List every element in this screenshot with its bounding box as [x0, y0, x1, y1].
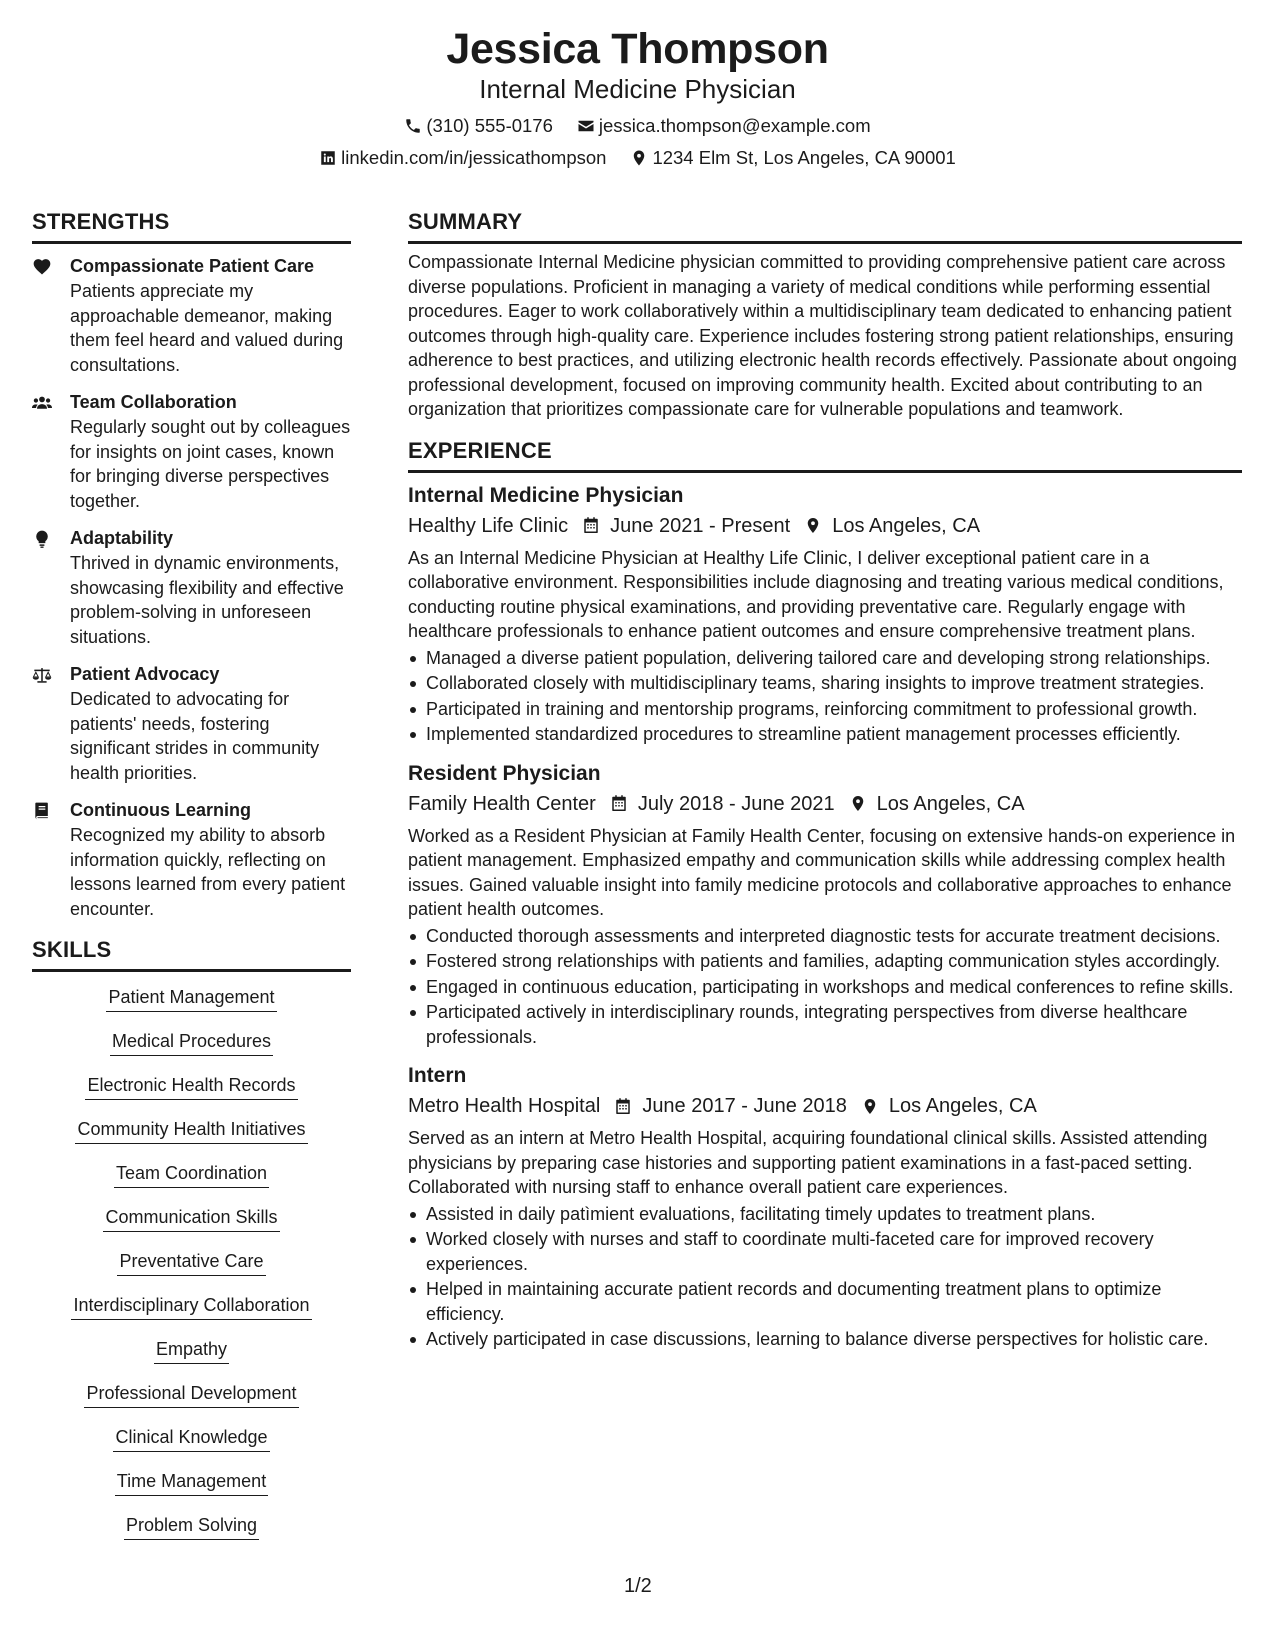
contact-row-secondary	[0, 144, 1275, 172]
scale-icon	[32, 665, 52, 685]
right-column	[408, 207, 1242, 1353]
left-column	[32, 207, 351, 1556]
map-pin-icon	[861, 1097, 879, 1116]
job-meta	[408, 511, 1242, 541]
resume-header	[0, 22, 1275, 172]
job-location: Los Angeles, CA	[832, 514, 981, 537]
job-entry	[408, 1061, 1242, 1352]
map-pin-icon	[849, 794, 867, 813]
email-contact[interactable]	[577, 112, 871, 140]
linkedin-link[interactable]: linkedin.com/in/jessicathompson	[341, 147, 607, 168]
job-company: Family Health Center	[408, 792, 596, 815]
skill-tag: Preventative Care	[117, 1248, 265, 1276]
strength-title: Compassionate Patient Care	[70, 256, 315, 276]
job-bullets	[408, 646, 1242, 747]
strength-item	[32, 798, 351, 921]
experience-heading: EXPERIENCE	[408, 436, 1242, 473]
strength-description: Dedicated to advocating for patients' needs, fostering significant strides in community health priorities.	[70, 689, 320, 783]
job-title: Intern	[408, 1064, 467, 1087]
strength-item	[32, 526, 351, 649]
skill-tag: Interdisciplinary Collaboration	[71, 1292, 311, 1320]
skill-tag: Clinical Knowledge	[113, 1424, 269, 1452]
phone-text: (310) 555-0176	[426, 115, 553, 136]
bullet-item: Implemented standardized procedures to streamline patient management processes efficiently.	[408, 722, 1242, 747]
bullet-item: Actively participated in case discussions, learning to balance diverse perspectives for holistic care.	[408, 1327, 1242, 1352]
bullet-item: Helped in maintaining accurate patient records and documenting treatment plans to optimize efficiency.	[408, 1277, 1242, 1326]
job-bullets	[408, 1202, 1242, 1352]
summary-text: Compassionate Internal Medicine physician committed to providing comprehensive patient care across diverse populations. Proficient in managing a variety of medical conditions while performing essential procedures. Eager to work collaboratively within a multidisciplinary team dedicated to enhancing patient outcomes through high-quality care. Experience includes fostering strong patient relationships, ensuring adherence to best practices, and utilizing electronic health records effectively. Passionate about ongoing professional development, focused on improving community health. Excited about contributing to an organization that prioritizes compassionate care for vulnerable populations and teamwork.	[408, 252, 1237, 419]
job-meta	[408, 1091, 1242, 1121]
bullet-item: Fostered strong relationships with patients and families, adapting communication styles accordingly.	[408, 949, 1242, 974]
map-pin-icon	[630, 149, 648, 167]
bullet-item: Participated in training and mentorship programs, reinforcing commitment to professional growth.	[408, 697, 1242, 722]
strengths-list	[32, 254, 351, 921]
strength-description: Recognized my ability to absorb information quickly, reflecting on lessons learned from every patient encounter.	[70, 825, 346, 919]
calendar-icon	[610, 794, 628, 813]
address-text: 1234 Elm St, Los Angeles, CA 90001	[652, 147, 956, 168]
strength-item	[32, 390, 351, 513]
job-bullets	[408, 924, 1242, 1050]
page-number: 1/2	[624, 1575, 652, 1597]
bullet-item: Engaged in continuous education, participating in workshops and medical conferences to refine skills.	[408, 975, 1242, 1000]
skill-tag: Patient Management	[106, 984, 276, 1012]
strengths-heading: STRENGTHS	[32, 207, 351, 244]
job-dates: June 2021 - Present	[610, 514, 791, 537]
bullet-item: Worked closely with nurses and staff to coordinate multi-faceted care for improved recovery experiences.	[408, 1227, 1242, 1276]
job-dates: June 2017 - June 2018	[642, 1095, 847, 1117]
summary-heading: SUMMARY	[408, 207, 1242, 244]
linkedin-contact[interactable]	[319, 144, 606, 172]
strength-description: Thrived in dynamic environments, showcasing flexibility and effective problem-solving in unforeseen situations.	[70, 553, 344, 647]
skill-tag: Communication Skills	[103, 1204, 279, 1232]
bullet-item: Conducted thorough assessments and interpreted diagnostic tests for accurate treatment decisions.	[408, 924, 1242, 949]
skills-heading: SKILLS	[32, 935, 351, 972]
strength-title: Team Collaboration	[70, 392, 237, 412]
candidate-role: Internal Medicine Physician	[479, 74, 796, 104]
contact-row-primary	[0, 112, 1275, 140]
bullet-item: Collaborated closely with multidisciplinary teams, sharing insights to improve treatment strategies.	[408, 671, 1242, 696]
phone-contact	[404, 112, 553, 140]
lightbulb-icon	[32, 529, 52, 549]
skill-tag: Professional Development	[84, 1380, 298, 1408]
bullet-item: Managed a diverse patient population, delivering tailored care and developing strong relationships.	[408, 646, 1242, 671]
calendar-icon	[582, 516, 600, 535]
skill-tag: Empathy	[154, 1336, 229, 1364]
job-description: Worked as a Resident Physician at Family Health Center, focusing on extensive hands-on experience in patient management. Emphasized empathy and communication skills while addressing complex health issues. Gained valuable insight into family medicine protocols and collaborative approaches to enhance patient health outcomes.	[408, 825, 1236, 919]
bullet-item: Assisted in daily patìmient evaluations, facilitating timely updates to treatment plans.	[408, 1202, 1242, 1227]
linkedin-icon	[319, 149, 337, 167]
job-description: As an Internal Medicine Physician at Healthy Life Clinic, I deliver exceptional patient care in a collaborative environment. Responsibilities include diagnosing and treating various medical conditions, conducting routine physical examinations, and providing preventative care. Regularly engage with healthcare professionals to enhance patient outcomes and ensure comprehensive treatment plans.	[408, 547, 1224, 641]
strength-item	[32, 254, 351, 377]
job-entry	[408, 759, 1242, 1050]
skill-tag: Electronic Health Records	[85, 1072, 297, 1100]
skill-tag: Problem Solving	[124, 1512, 259, 1540]
book-icon	[32, 801, 52, 821]
bullet-item: Participated actively in interdisciplinary rounds, integrating perspectives from diverse healthcare professionals.	[408, 1000, 1242, 1049]
skills-list	[32, 984, 351, 1556]
calendar-icon	[614, 1097, 632, 1116]
email-link[interactable]: jessica.thompson@example.com	[598, 115, 871, 136]
phone-icon	[404, 117, 422, 135]
job-company: Metro Health Hospital	[408, 1095, 601, 1117]
skill-tag: Medical Procedures	[110, 1028, 273, 1056]
job-entry	[408, 481, 1242, 747]
strength-title: Continuous Learning	[70, 800, 251, 820]
envelope-icon	[577, 117, 595, 135]
strength-title: Adaptability	[70, 528, 174, 548]
job-location: Los Angeles, CA	[876, 792, 1025, 815]
strength-title: Patient Advocacy	[70, 664, 220, 684]
strength-description: Patients appreciate my approachable demeanor, making them feel heard and valued during consultations.	[70, 281, 344, 375]
address-contact	[630, 144, 955, 172]
job-title: Resident Physician	[408, 761, 601, 785]
job-company: Healthy Life Clinic	[408, 514, 569, 537]
strength-description: Regularly sought out by colleagues for insights on joint cases, known for bringing diverse perspectives together.	[70, 417, 351, 511]
job-title: Internal Medicine Physician	[408, 483, 684, 507]
strength-item	[32, 662, 351, 785]
job-location: Los Angeles, CA	[888, 1095, 1037, 1117]
heart-icon	[32, 257, 52, 277]
job-dates: July 2018 - June 2021	[637, 792, 835, 815]
job-description: Served as an intern at Metro Health Hospital, acquiring foundational clinical skills. Assisted attending physicians by preparing case histories and supporting patient examinations in a fast-paced setting. Collaborated with nursing staff to enhance overall patient care experiences.	[408, 1128, 1208, 1197]
job-meta	[408, 789, 1242, 819]
map-pin-icon	[804, 516, 822, 535]
skill-tag: Community Health Initiatives	[75, 1116, 307, 1144]
users-icon	[32, 393, 52, 413]
candidate-name: Jessica Thompson	[446, 25, 829, 73]
skill-tag: Team Coordination	[114, 1160, 269, 1188]
skill-tag: Time Management	[115, 1468, 268, 1496]
